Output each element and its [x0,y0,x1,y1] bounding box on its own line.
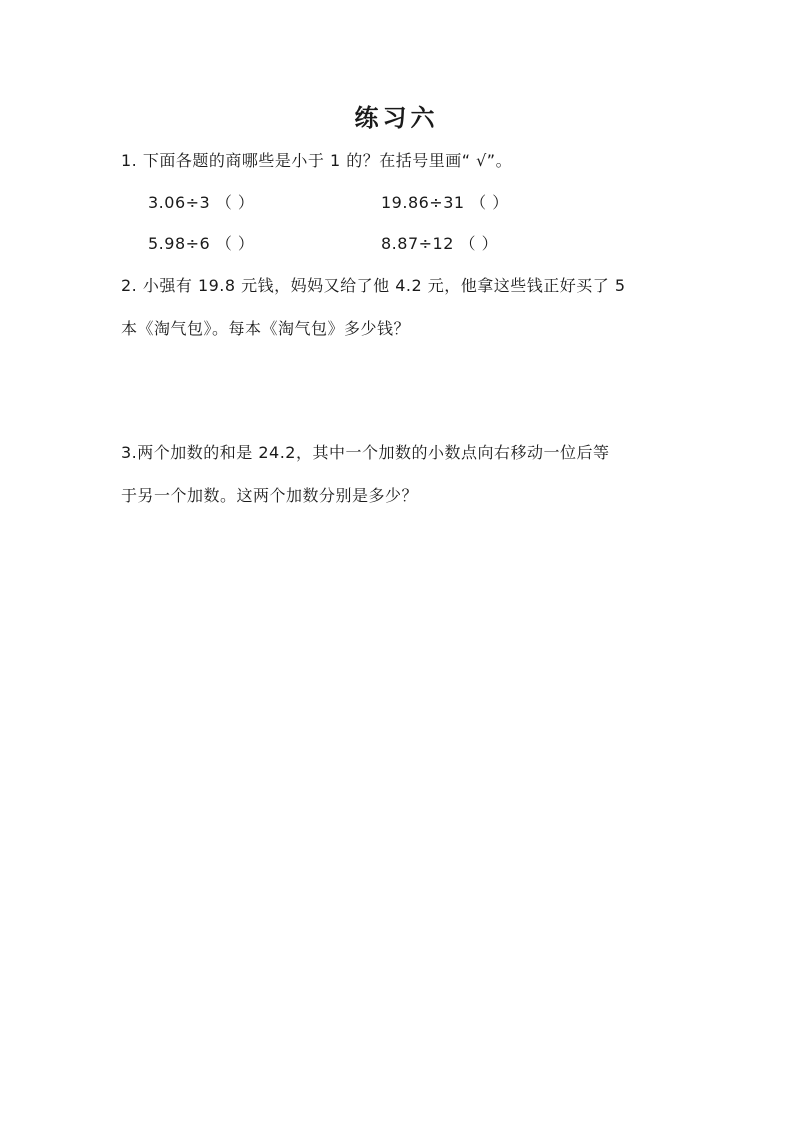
division-expression: 19.86÷31 [381,193,465,212]
answer-parentheses: （ ） [470,193,509,212]
division-expression: 8.87÷12 [381,234,454,253]
question-2-line-2: 本《淘气包》。每本《淘气包》多少钱？ [121,319,411,338]
question-1-item [148,231,254,254]
question-1-prompt: 1. 下面各题的商哪些是小于 1 的？在括号里画“ √”。 [121,151,513,170]
question-3-line-2: 于另一个加数。这两个加数分别是多少？ [121,486,419,505]
question-1-item [148,190,254,213]
answer-parentheses: （ ） [215,234,255,253]
question-3-line-1: 3.两个加数的和是 24.2，其中一个加数的小数点向右移动一位后等 [121,443,610,462]
answer-parentheses: （ ） [459,234,499,253]
question-1-item [381,190,509,213]
question-1-item [381,231,498,254]
division-expression: 5.98÷6 [148,234,211,253]
answer-parentheses: （ ） [215,193,255,212]
division-expression: 3.06÷3 [148,193,211,212]
page-title: 练习六 [354,103,439,132]
question-2-line-1: 2. 小强有 19.8 元钱，妈妈又给了他 4.2 元，他拿这些钱正好买了 5 [121,276,626,295]
